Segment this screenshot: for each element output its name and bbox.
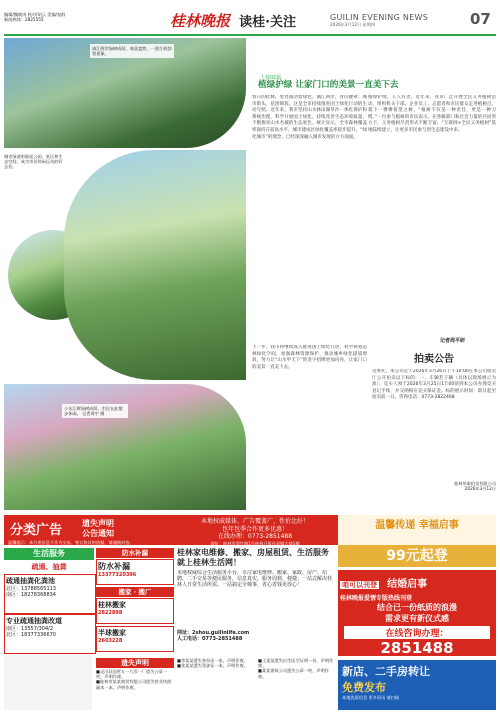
pipe2-phone1: 南区：13557/304/2 — [6, 626, 53, 632]
wedding-line: 温馨传递 幸福启事 — [375, 520, 459, 531]
promo-line2: 结合已一份纸质的浪漫 — [377, 603, 457, 612]
photo-caption-bottom-text: 小东江畔绿树成荫，市民在此散步休闲。 记者周宇 摄 — [64, 406, 123, 417]
lost-item-5: ■王某某遗失出生医学证明一份，声明作废。 — [258, 658, 334, 669]
move-tag: 搬家 · 搬厂 — [96, 587, 174, 597]
classified-sub: 温馨提示：本分类信息不作为交易、签订协议的依据，请谨慎对待。 — [8, 540, 134, 545]
paper-name-en: GUILIN EVENING NEWS — [330, 13, 429, 22]
repair-body: 本地权威综合生活服务平台，专注家电维修、搬家、家政、房产、招聘、二手交易等便民服务，信息真实，服务周到，便捷、一站式解决桂林人日常生活所需。一站搞定全城事，省心省钱更放心！ — [177, 570, 333, 589]
ad-pipe-2 — [4, 614, 96, 654]
page-number: 07 — [470, 10, 491, 28]
pipe1-phone1: 北区：13788565113 — [6, 586, 56, 592]
banner-right: 本地优质信息 更多资讯 请扫描 — [342, 695, 400, 700]
header-meta — [4, 12, 144, 22]
repair-phone: 人工电话：0773-2851488 — [177, 636, 243, 643]
pipe2-phone2: 北区：18377336670 — [6, 632, 56, 639]
photo-spacer — [4, 320, 84, 380]
photo-caption-top-text: 漓江两岸绿树成荫，春意盎然，一派生机勃勃景象。 — [92, 46, 172, 57]
lost-item-3: ■李某某遗失身份证一张，声明作废。 — [177, 658, 248, 663]
classified-tag1: 遗失声明 — [82, 519, 114, 528]
repair-web: 网址：2shou.guilinlife.com — [177, 630, 250, 636]
lost-item-4: ■张某某遗失驾驶证一本，声明作废。 — [177, 663, 248, 669]
classified-address: 地址：桂林市翠竹路1号桂林日报社采编大楼1楼 — [210, 540, 300, 546]
wedding-price: 99元起登 — [338, 545, 496, 567]
photo-riverside-flowers — [4, 384, 246, 510]
auction-date: 2026年3月12日 — [464, 486, 496, 492]
paper-en — [330, 13, 428, 27]
lost-item-1: ■灵川县国营五一九零一厂遗失公章一枚，声明作废。 — [96, 669, 167, 680]
kicker-text: 上接01版 — [260, 75, 282, 81]
photo-caption-bottom — [62, 404, 128, 418]
pipe1-phone2: 南区：18278368834 — [6, 592, 56, 599]
lost-list-3 — [258, 658, 336, 710]
auction-title: 拍卖公告 — [414, 354, 454, 365]
promo-head: 咱可以刊登 — [342, 581, 377, 589]
life-service-head: 生活服务 — [4, 548, 94, 560]
header-left-line1: 编辑/魏晓涛 校对/胡云 美编/莫群 — [4, 12, 66, 17]
classified-mid-line2: 包年包季合作更多优惠！ — [221, 525, 288, 533]
leak-phone: 13377320396 — [98, 572, 137, 578]
header-left-line2: 新闻热线：2825555 — [4, 17, 44, 23]
article-col-2: 植绿护绿，人人有责。近年来，我市广泛开展全民义务植树活动，组织机关干部、企业员工、志愿者和市民群众走进植树点，栽下一棵棵希望之树。“植树不仅是一种责任，更是一种习惯。”一位参与植树的市民表示。在各级部门和社会力量的共同努力下，义务植树尽责形式不断丰富，“互联网+全民义务植树”基地陆续建立，让更多市民参与到生态建设中来。 — [368, 95, 496, 133]
move-title: 桂林搬家 — [98, 601, 126, 609]
promo-wedding-box — [338, 570, 496, 656]
photo-caption-left-text: 城市绿道串联起公园、景区和生态空间，成为市民休闲运动的好去处。 — [4, 154, 63, 170]
banner-title: 新店、二手房转让 — [342, 665, 430, 678]
photo-caption-left-box — [4, 150, 64, 230]
repair-title: 桂林家电维修、搬家、房屋租赁、生活服务就上桂林生活网！ — [177, 548, 329, 567]
wedding-promo — [338, 515, 496, 545]
ad-leak — [96, 559, 174, 585]
classified-hotline: 在线办理：0773-2851488 — [217, 533, 293, 540]
article-col-3: 下一步，我市将继续深入推进国土绿化行动，科学规划造林绿化空间，加强森林资源保护，推动城乡绿化提质增效，努力让“山水甲天下”的金字招牌更加闪亮，让家门口的美景一直美下去。 — [252, 345, 367, 370]
auction-company: 桂林华泰拍卖有限公司 — [454, 481, 496, 486]
classified-mid — [175, 518, 335, 546]
ad-move — [96, 598, 174, 624]
pipe2-title: 专业疏通抽粪改道 — [6, 617, 62, 625]
move-column — [96, 548, 174, 656]
life-service-sub: 疏通、抽粪 — [31, 563, 67, 571]
auction-body: 受委托，本公司定于2026年3月26日上午10:00在本公司拍卖厅公开拍卖以下标的：一、车辆若干辆（具体以现场展示为准）。竞买人须于2026年3月25日17:00前到本公司办理竞买登记手续，并交纳相应竞买保证金。标的展示时间：即日起至拍卖前一日。咨询电话：0773-2822468 — [372, 369, 496, 401]
promo-line3: 需求更有新仪式感 — [385, 614, 449, 623]
article-title: 植绿护绿 让家门口的美景一直美下去 — [258, 80, 399, 90]
promo-phone: 2851488 — [380, 639, 454, 657]
photo-green-park — [64, 150, 246, 380]
section-title: 读桂·关注 — [239, 15, 297, 30]
lost-head: 遗失声明 — [96, 658, 174, 668]
classified-title: 分类广告 — [10, 523, 63, 538]
lost-item-6: ■某某建筑公司遗失公章一枚，声明作废。 — [258, 668, 329, 679]
masthead — [170, 10, 296, 31]
lost-item-2: ■桂林市某某商贸有限公司遗失营业执照副本一本，声明作废。 — [96, 679, 172, 690]
lost-list-2 — [177, 658, 255, 710]
article-col-1: 春日的桂林，处处涌动着绿色。漓江两岸，青山叠翠；城市街头，花团锦簇。这是全市持续推进国土绿化行动的生动写照。近年来，我市坚持山水林田湖草沙一体化保护和系统治理，科学开展国土绿化，持续改善生态环境质量，不断擦亮山水名城的生态底色。统计显示，全市森林覆盖率保持在较高水平，城市建成区绿化覆盖率稳步提升。“绿化城市”的理念，已经深深融入城市发展的方方面面。 — [252, 95, 367, 140]
ad-pipe-1 — [4, 574, 96, 614]
ad-move-2 — [96, 626, 174, 652]
ad-life-network — [177, 548, 335, 654]
move2-title: 半球搬家 — [98, 629, 126, 637]
photo-caption-top — [90, 44, 174, 58]
brand-logo: 桂林晚报 — [170, 12, 231, 30]
lost-list-1 — [96, 669, 174, 711]
promo-online: 在线咨询办理： — [344, 626, 490, 639]
move2-phone: 2603228 — [98, 638, 123, 644]
article-byline: 记者周平研 — [440, 338, 466, 344]
header-rule — [4, 34, 496, 36]
auction-notice — [372, 350, 496, 510]
issue-date: 2026年3月12日 星期四 — [330, 22, 376, 27]
ad-bottom-left — [4, 654, 92, 710]
banner-sub: 免费发布 — [342, 681, 386, 694]
classified-mid-line1: 本地权威媒体、广告覆盖广、性价比好！ — [200, 518, 309, 525]
move-phone: 2822898 — [98, 610, 123, 616]
leak-title: 防水补漏 — [98, 562, 130, 571]
leak-tag: 防水补漏 — [96, 548, 174, 558]
promo-head2: 结婚启事 — [387, 579, 428, 590]
banner-shop-transfer — [338, 660, 496, 710]
promo-line1: 桂林晚报爱情专版热线刊登 — [340, 595, 413, 602]
classified-tag2: 公告通知 — [82, 529, 114, 538]
pipe1-title: 疏通抽粪化粪池 — [6, 577, 55, 585]
